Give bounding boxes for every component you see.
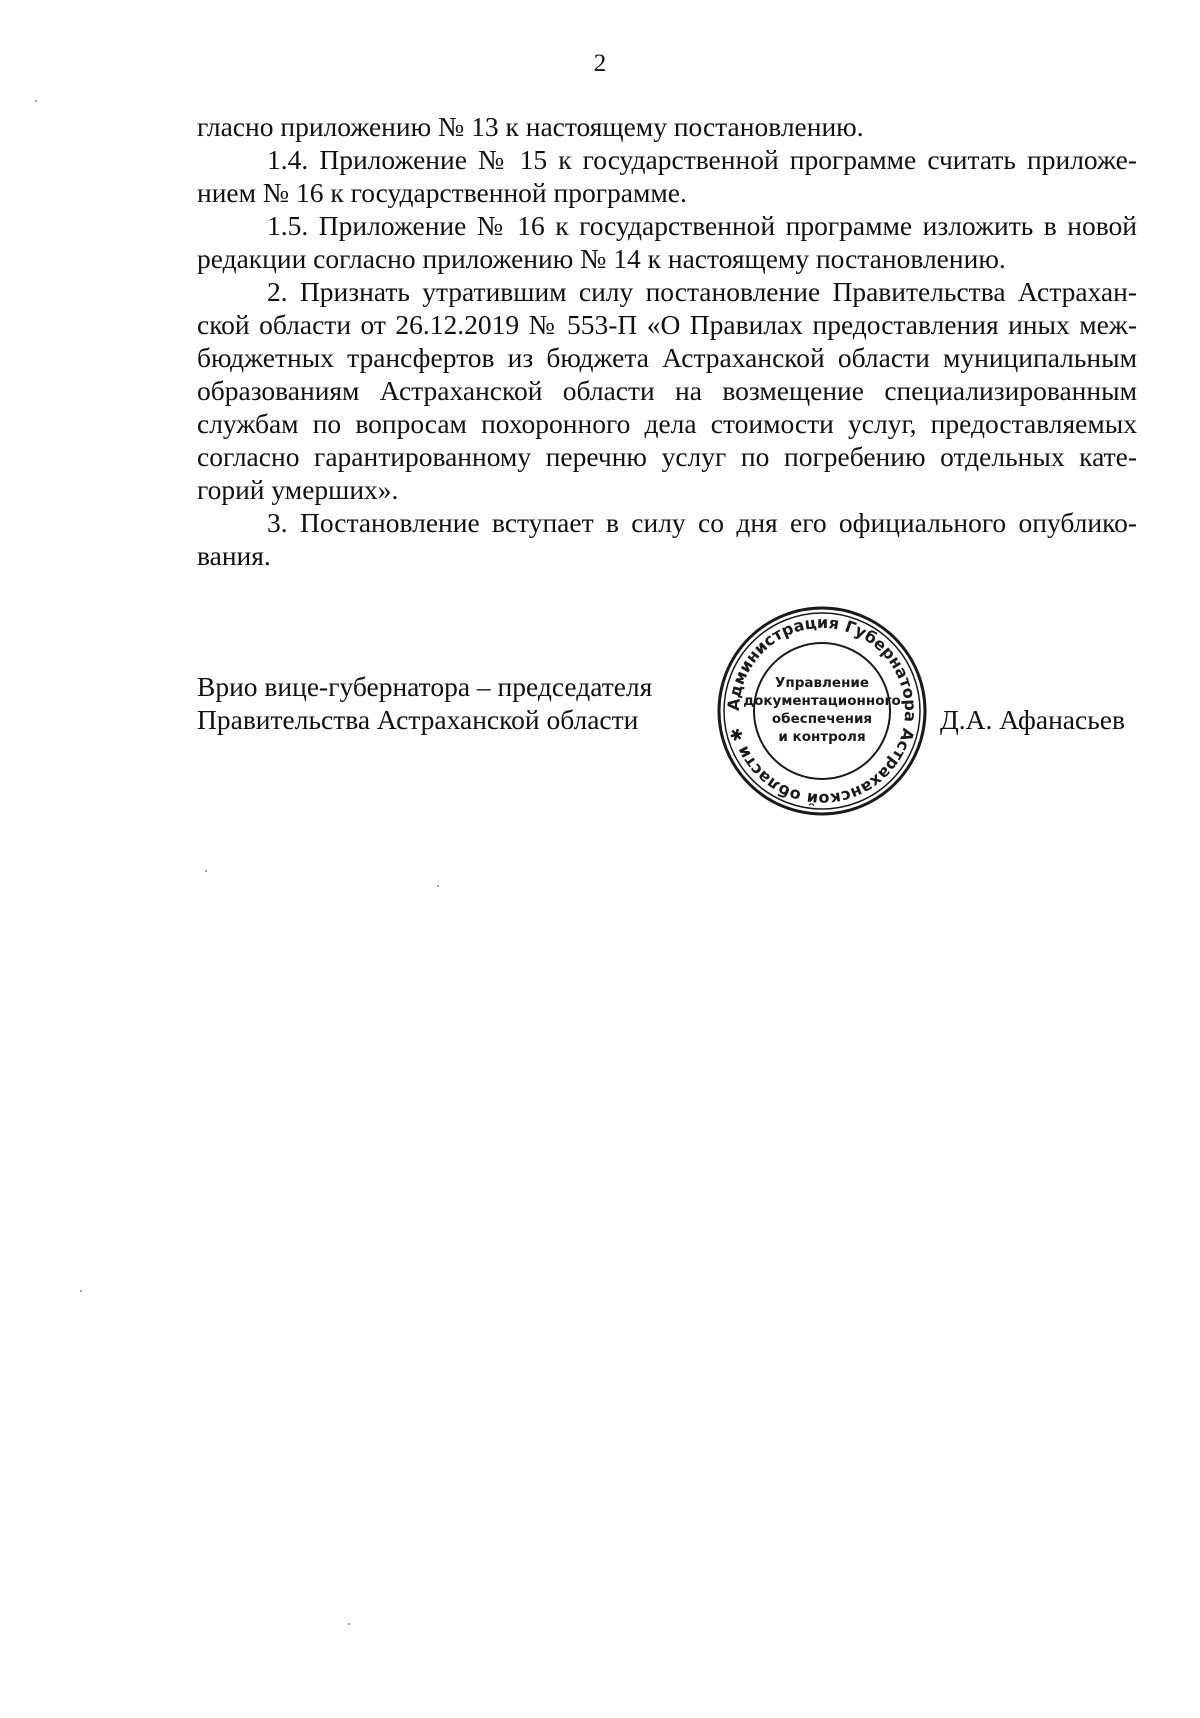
- body-line: 2. Признать утратившим силу постановление Правительства Астрахан-: [267, 276, 1137, 307]
- seal-graphic: [716, 605, 928, 817]
- body-line: согласно гарантированному перечню услуг по погребению отдельных кате-: [197, 441, 1137, 472]
- body-line: 1.4. Приложение № 15 к государственной программе считать приложе-: [267, 144, 1137, 175]
- document-body: [197, 110, 1137, 572]
- body-line: бюджетных трансфертов из бюджета Астраханской области муниципальным: [197, 342, 1137, 373]
- body-line: службам по вопросам похоронного дела стоимости услуг, предоставляемых: [197, 408, 1137, 439]
- seal-ring-textpath: Администрация Губернатора Астраханской области ✱: [723, 612, 921, 810]
- body-line: гласно приложению № 13 к настоящему постановлению.: [197, 111, 864, 142]
- body-line: редакции согласно приложению № 14 к настоящему постановлению.: [197, 243, 1006, 274]
- official-seal-stamp: [716, 605, 928, 817]
- body-line: ской области от 26.12.2019 № 553-П «О Правилах предоставления иных меж-: [197, 309, 1137, 340]
- scan-speck: [35, 100, 37, 102]
- scan-speck: [205, 870, 207, 872]
- body-line: нием № 16 к государственной программе.: [197, 177, 687, 208]
- body-line: вания.: [197, 540, 271, 571]
- seal-center-line: обеспечения: [771, 711, 873, 727]
- body-line: 1.5. Приложение № 16 к государственной программе изложить в новой: [267, 210, 1137, 241]
- body-line: 3. Постановление вступает в силу со дня его официального опублико-: [267, 507, 1137, 538]
- seal-center-line: документационного: [743, 693, 901, 709]
- signatory-position-line: Правительства Астраханской области: [197, 704, 639, 735]
- seal-center-line: Управление: [774, 675, 870, 691]
- scan-speck: [437, 885, 439, 887]
- signatory-name: Д.А. Афанасьев: [940, 704, 1125, 735]
- seal-center-line: и контроля: [778, 729, 866, 745]
- signatory-position-line: Врио вице-губернатора – председателя: [197, 671, 653, 702]
- signatory-position: [197, 670, 652, 736]
- body-line: горий умерших».: [197, 474, 399, 505]
- page-number: 2: [593, 50, 607, 77]
- body-line: образованиям Астраханской области на возмещение специализированным: [197, 375, 1137, 406]
- scan-speck: [80, 1290, 82, 1292]
- scan-speck: [348, 1623, 350, 1625]
